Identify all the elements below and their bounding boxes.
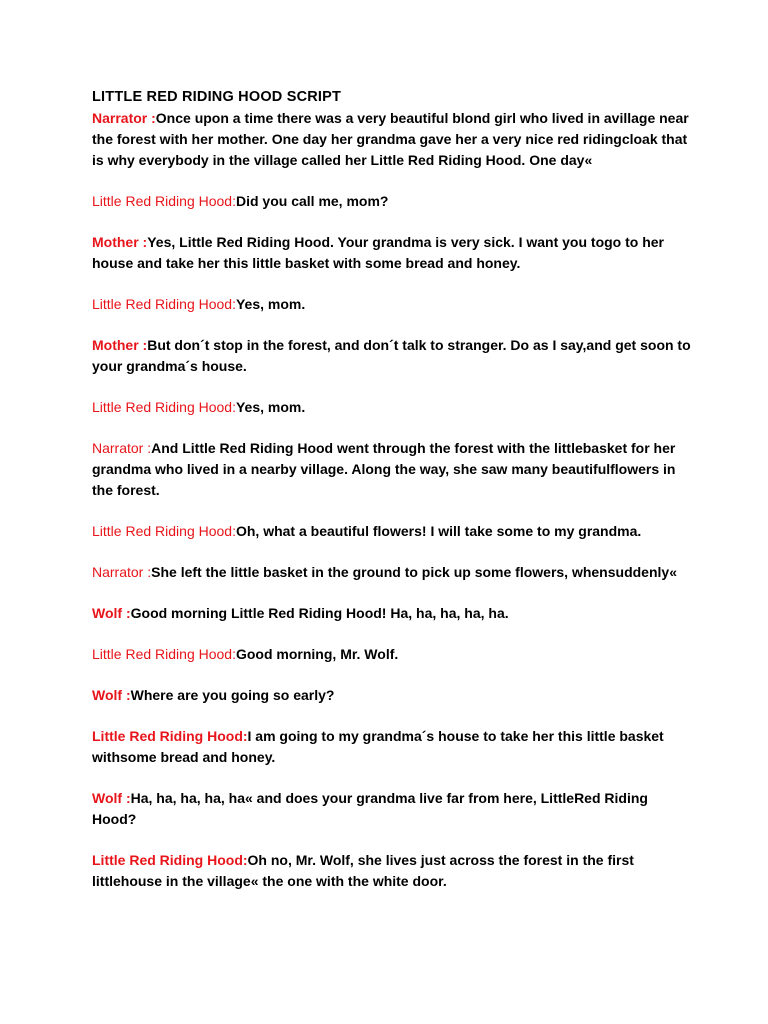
script-line [92,232,692,274]
speaker-label: Mother : [92,337,148,353]
speaker-label: Mother : [92,234,148,250]
script-line [92,108,692,171]
script-line [92,294,692,315]
script-line [92,191,692,212]
script-line [92,685,692,706]
speaker-label: Little Red Riding Hood: [92,399,236,415]
script-line [92,788,692,830]
line-text: She left the little basket in the ground to pick up some flowers, whensuddenly« [151,564,677,580]
line-text: Oh, what a beautiful flowers! I will take some to my grandma. [235,523,642,539]
speaker-label: Narrator : [92,564,152,580]
speaker-label: Little Red Riding Hood: [92,852,248,868]
speaker-label: Little Red Riding Hood: [92,523,236,539]
line-text: Once upon a time there was a very beautiful blond girl who lived in avillage near the forest with her mother. One day her grandma gave her a very nice red ridingcloak that is why everybody in the village called her Little Red Riding Hood. One day« [92,110,689,168]
line-text: And Little Red Riding Hood went through the forest with the littlebasket for her grandma who lived in a nearby village. Along the way, she saw many beautifulflowers in the forest. [92,440,676,498]
speaker-label: Wolf : [92,605,131,621]
line-text: Good morning, Mr. Wolf. [235,646,399,662]
line-text: Oh no, Mr. Wolf, she lives just across the forest in the first littlehouse in the village« the one with the white door. [92,852,634,889]
script-title: LITTLE RED RIDING HOOD SCRIPT [92,89,342,105]
script-page [92,88,692,912]
speaker-label: Narrator : [92,110,156,126]
script-line [92,850,692,892]
line-text: But don´t stop in the forest, and don´t talk to stranger. Do as I say,and get soon to your grandma´s house. [92,337,691,374]
line-text: Yes, Little Red Riding Hood. Your grandma is very sick. I want you togo to her house and take her this little basket with some bread and honey. [92,234,665,271]
speaker-label: Wolf : [92,687,131,703]
script-line [92,397,692,418]
script-line [92,644,692,665]
line-text: Where are you going so early? [130,687,335,703]
line-text: Yes, mom. [235,399,306,415]
script-line [92,726,692,768]
line-text: Good morning Little Red Riding Hood! Ha, ha, ha, ha, ha. [130,605,509,621]
script-line [92,335,692,377]
script-line [92,438,692,501]
line-text: Did you call me, mom? [235,193,389,209]
script-line [92,521,692,542]
speaker-label: Little Red Riding Hood: [92,193,236,209]
line-text: I am going to my grandma´s house to take her this little basket withsome bread and honey. [92,728,664,765]
script-line [92,562,692,583]
line-text: Yes, mom. [235,296,306,312]
speaker-label: Narrator : [92,440,152,456]
script-line [92,603,692,624]
speaker-label: Wolf : [92,790,131,806]
speaker-label: Little Red Riding Hood: [92,728,248,744]
line-text: Ha, ha, ha, ha, ha« and does your grandma live far from here, LittleRed Riding Hood? [92,790,648,827]
speaker-label: Little Red Riding Hood: [92,296,236,312]
speaker-label: Little Red Riding Hood: [92,646,236,662]
